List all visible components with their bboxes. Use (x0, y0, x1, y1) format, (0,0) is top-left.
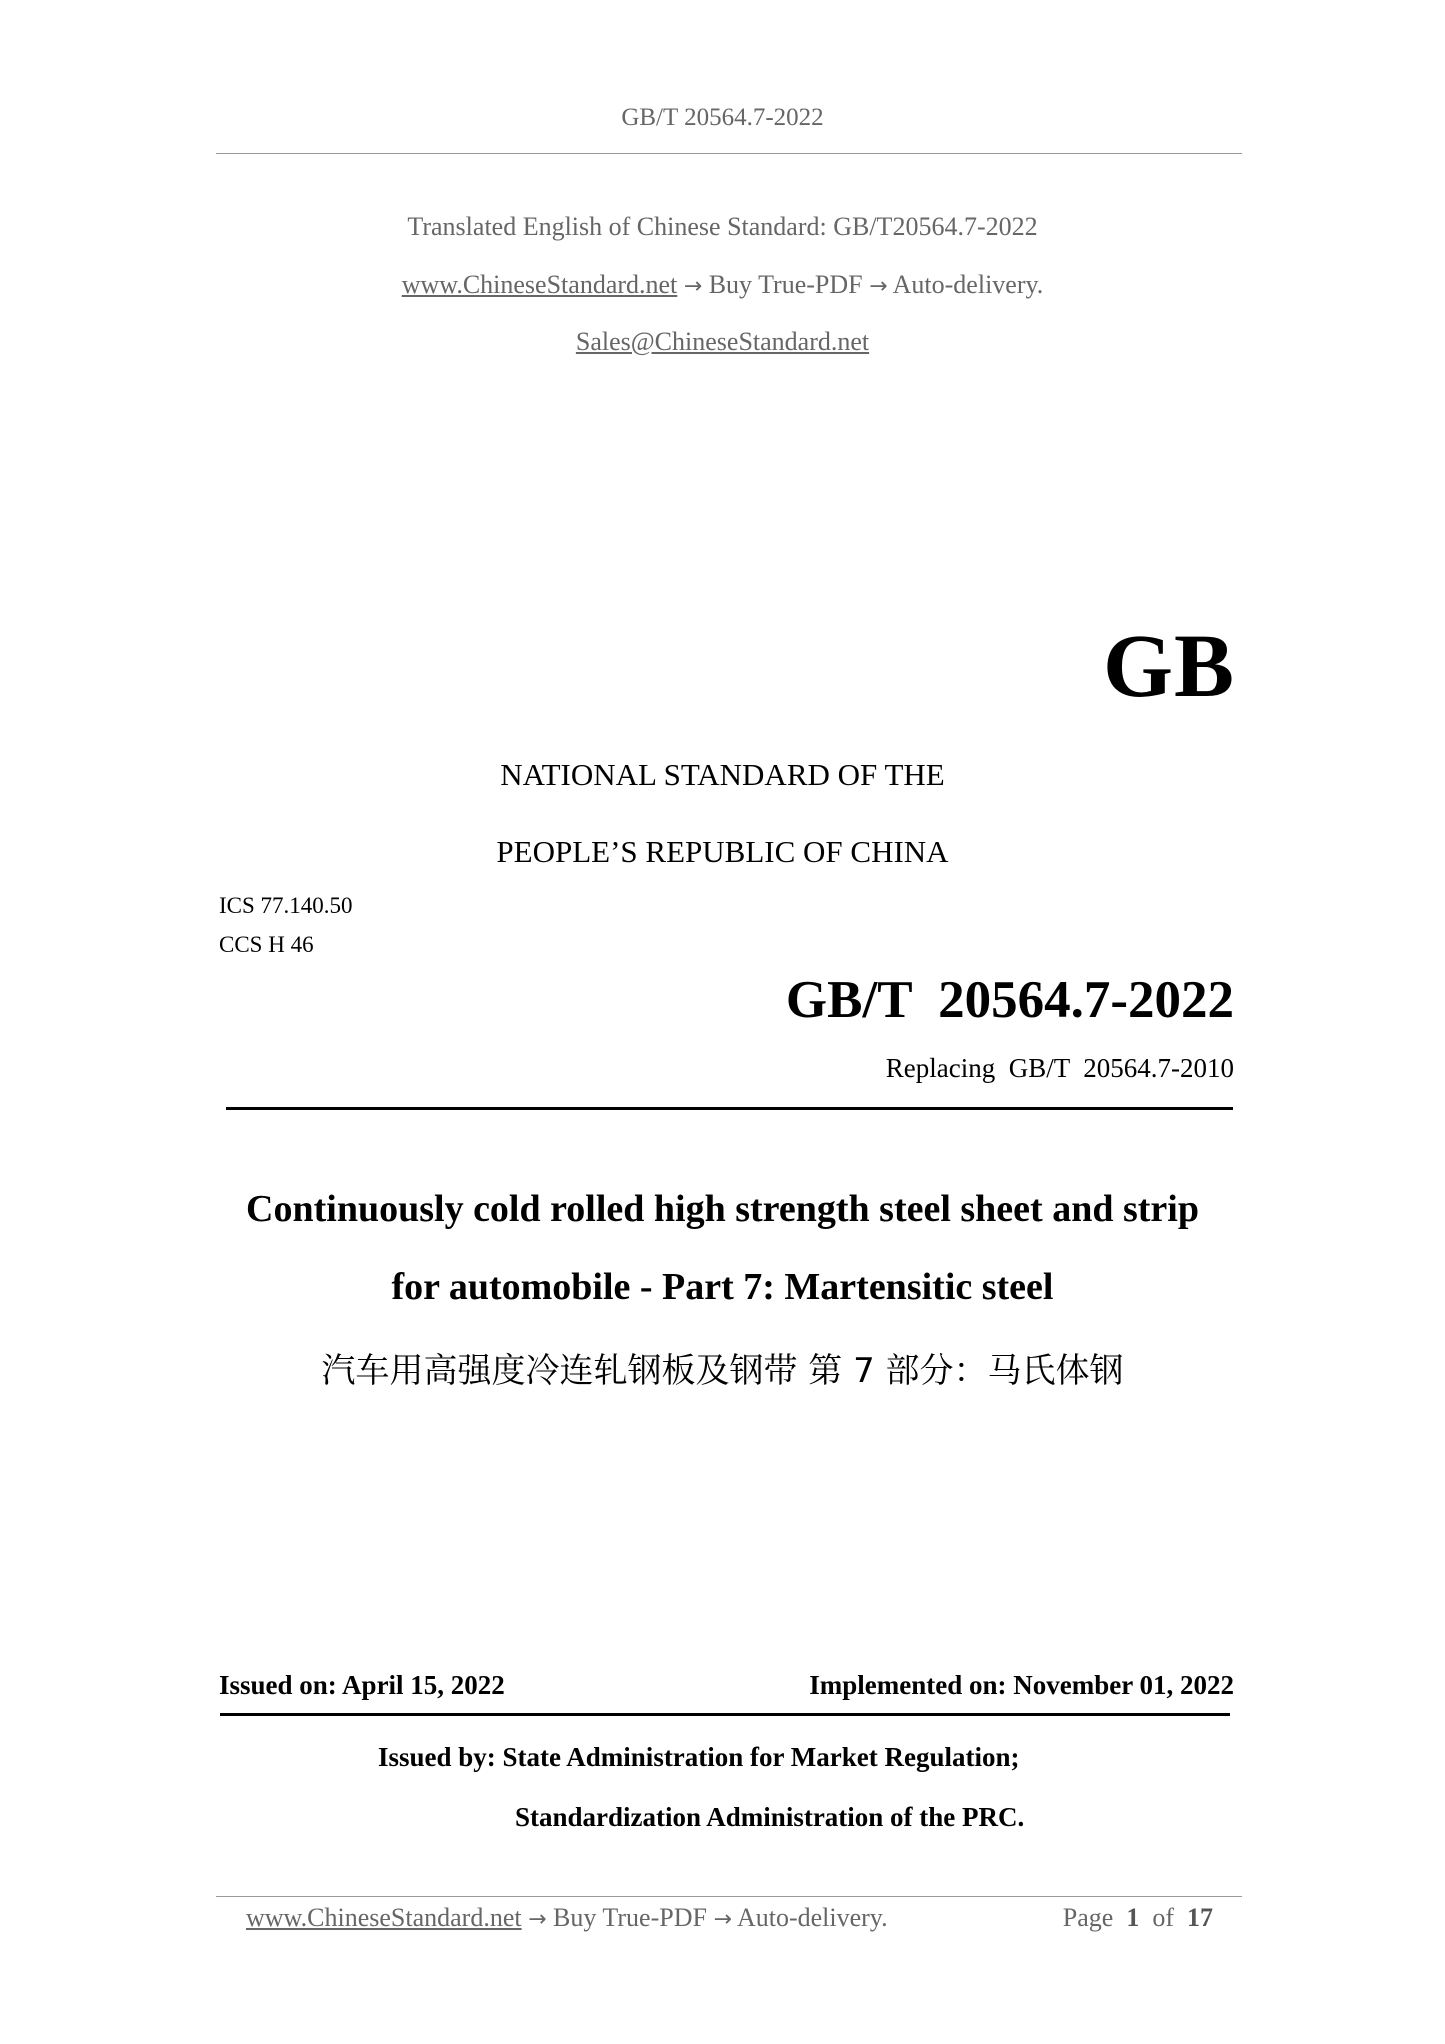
gb-mark: GB (1102, 617, 1235, 716)
of-word: of (1152, 1903, 1174, 1932)
footer-divider (216, 1896, 1242, 1897)
national-standard-line1: NATIONAL STANDARD OF THE (500, 757, 945, 792)
ics-code: ICS 77.140.50 (219, 893, 353, 918)
arrow-right-icon: → (683, 274, 703, 299)
replacing-standard: Replacing GB/T 20564.7-2010 (885, 1053, 1234, 1083)
footer-buy-pdf-text: Buy True-PDF (553, 1903, 707, 1932)
header-divider (216, 153, 1242, 154)
dates-divider (220, 1713, 1230, 1716)
footer-site-link[interactable]: www.ChineseStandard.net (246, 1903, 522, 1932)
issued-on-date: Issued on: April 15, 2022 (219, 1670, 505, 1700)
title-divider (226, 1107, 1233, 1110)
promo-links (0, 270, 1445, 300)
page-total: 17 (1187, 1903, 1213, 1932)
sales-email-link[interactable]: Sales@ChineseStandard.net (575, 327, 870, 356)
title-english-line1: Continuously cold rolled high strength steel sheet and strip (246, 1188, 1199, 1230)
translated-notice: Translated English of Chinese Standard: GB/T20564.7-2022 (407, 212, 1038, 241)
page-current: 1 (1126, 1903, 1140, 1932)
title-chinese: 汽车用高强度冷连轧钢板及钢带 第 7 部分：马氏体钢 (321, 1351, 1124, 1391)
sales-email-line (0, 327, 1445, 357)
standard-number: GB/T 20564.7-2022 (785, 971, 1234, 1029)
national-standard-line2: PEOPLE’S REPUBLIC OF CHINA (496, 834, 949, 869)
issued-by-line1: Issued by: State Administration for Market Regulation; (378, 1742, 1020, 1772)
issued-by-line2: Standardization Administration of the PRC. (515, 1802, 1025, 1832)
page-word: Page (1062, 1903, 1114, 1932)
footer-auto-delivery-text: Auto-delivery. (736, 1903, 888, 1932)
implemented-on-date: Implemented on: November 01, 2022 (809, 1670, 1234, 1700)
title-english-line2: for automobile - Part 7: Martensitic steel (391, 1266, 1054, 1308)
arrow-right-icon: → (713, 1907, 732, 1932)
auto-delivery-text: Auto-delivery. (892, 270, 1044, 299)
site-link[interactable]: www.ChineseStandard.net (401, 270, 678, 299)
running-header: GB/T 20564.7-2022 (621, 104, 824, 131)
page-counter (1063, 1903, 1213, 1933)
ccs-code: CCS H 46 (219, 932, 314, 957)
footer-links (246, 1903, 888, 1933)
arrow-right-icon: → (869, 274, 888, 299)
arrow-right-icon: → (528, 1907, 547, 1932)
buy-pdf-text: Buy True-PDF (708, 270, 863, 299)
